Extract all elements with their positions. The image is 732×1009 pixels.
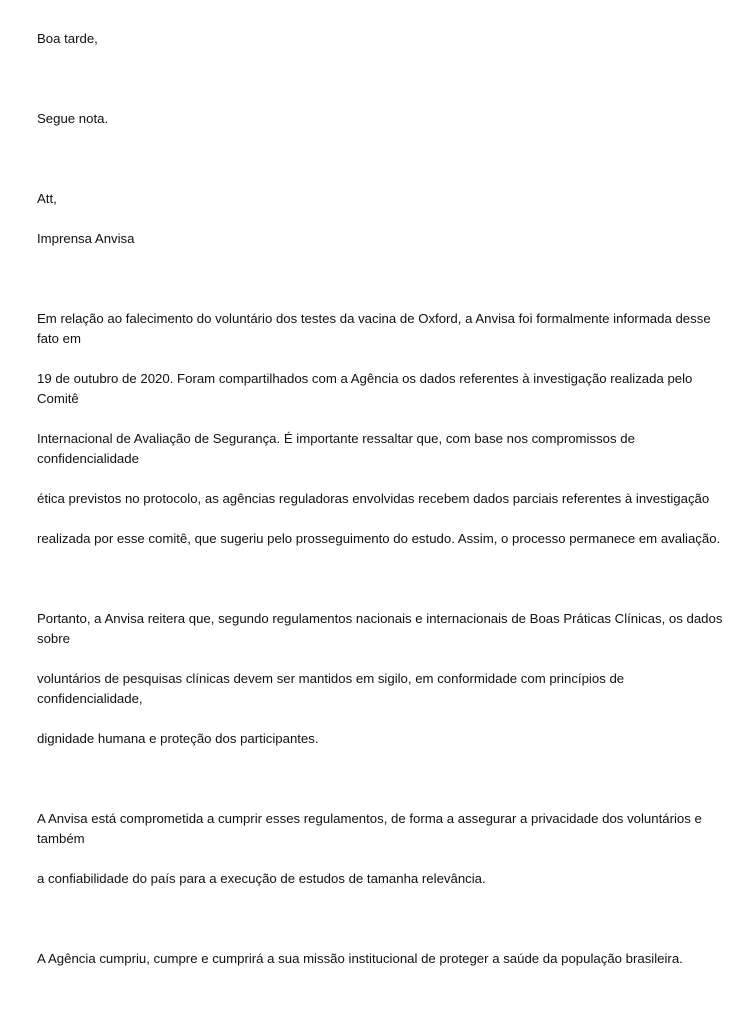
intro — [37, 89, 727, 149]
paragraph-line: A Agência cumpriu, cumpre e cumprirá a sua missão institucional de proteger a saúde da população brasileira. — [37, 951, 683, 966]
paragraph-line: dignidade humana e proteção dos participantes. — [37, 731, 319, 746]
paragraph-investigation — [37, 289, 727, 569]
greeting-text: Boa tarde, — [37, 31, 98, 46]
paragraph-line: 19 de outubro de 2020. Foram compartilhados com a Agência os dados referentes à investigação realizada pelo Comitê — [37, 371, 693, 406]
sender-text: Imprensa Anvisa — [37, 231, 135, 246]
paragraph-line: Portanto, a Anvisa reitera que, segundo regulamentos nacionais e internacionais de Boas Práticas Clínicas, os dados sobre — [37, 611, 723, 646]
paragraph-line: Internacional de Avaliação de Segurança. É importante ressaltar que, com base nos compromissos de confidencialidade — [37, 431, 635, 466]
paragraph-commitment — [37, 789, 727, 909]
paragraph-line: ética previstos no protocolo, as agências reguladoras envolvidas recebem dados parciais referentes à investigação — [37, 491, 710, 506]
email-body — [37, 9, 727, 1009]
signature-block — [37, 169, 727, 269]
paragraph-mission — [37, 929, 727, 989]
paragraph-line: A Anvisa está comprometida a cumprir esses regulamentos, de forma a assegurar a privacidade dos voluntários e também — [37, 811, 702, 846]
paragraph-line: voluntários de pesquisas clínicas devem ser mantidos em sigilo, em conformidade com princípios de confidencialidade, — [37, 671, 625, 706]
paragraph-line: realizada por esse comitê, que sugeriu pelo prosseguimento do estudo. Assim, o processo permanece em avaliação. — [37, 531, 721, 546]
paragraph-confidentiality — [37, 589, 727, 769]
intro-text: Segue nota. — [37, 111, 109, 126]
paragraph-line: a confiabilidade do país para a execução de estudos de tamanha relevância. — [37, 871, 486, 886]
paragraph-line: Em relação ao falecimento do voluntário dos testes da vacina de Oxford, a Anvisa foi formalmente informada desse fato em — [37, 311, 711, 346]
greeting — [37, 9, 727, 69]
signoff-text: Att, — [37, 191, 57, 206]
